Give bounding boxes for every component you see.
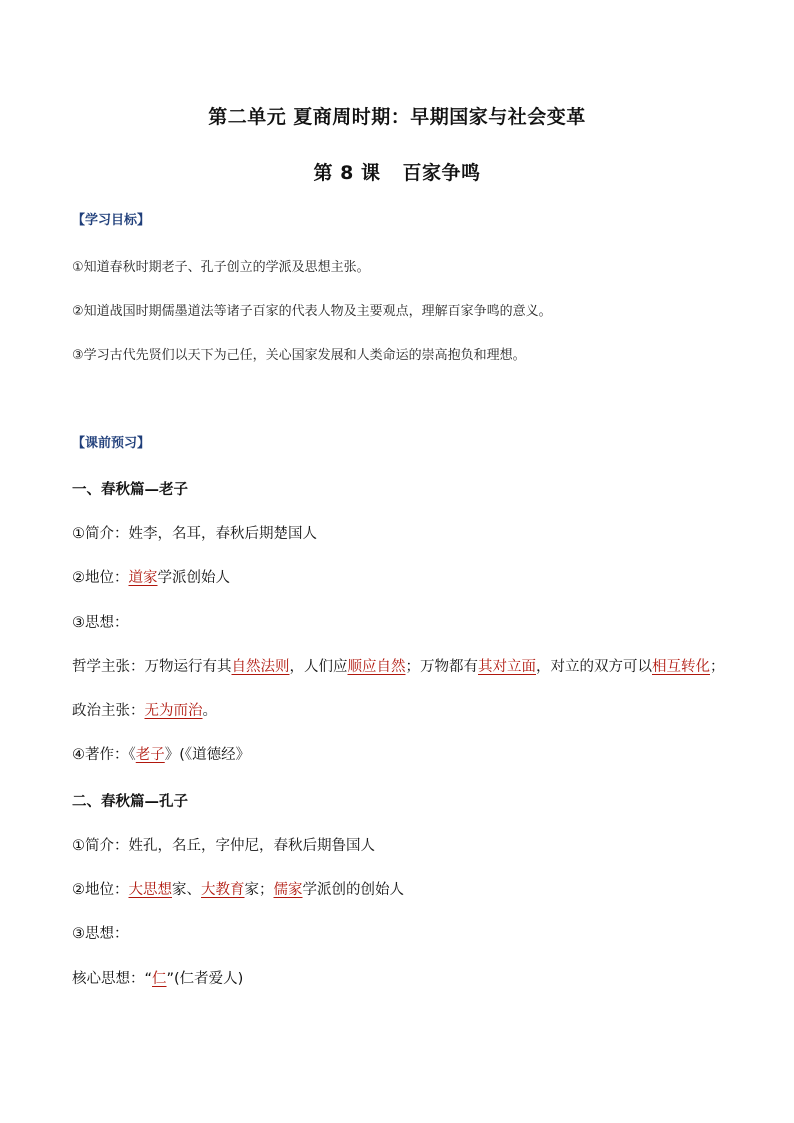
fill-blank-answer: 顺应自然 <box>347 659 406 675</box>
laozi-thought-label: ③思想： <box>72 615 129 631</box>
body-text: ，对立的双方可以 <box>536 659 652 675</box>
fill-blank-answer: 大思想 <box>128 882 172 898</box>
fill-blank-answer: 儒家 <box>273 882 303 898</box>
section-heading-confucius: 二、春秋篇—孔子 <box>72 794 188 810</box>
laozi-politics <box>72 702 217 720</box>
confucius-thought-label: ③思想： <box>72 926 129 942</box>
body-text: ②地位： <box>72 882 129 898</box>
laozi-intro: ①简介：姓李，名耳，春秋后期楚国人 <box>72 526 317 542</box>
fill-blank-answer: 老子 <box>135 747 165 763</box>
objective-item: ②知道战国时期儒墨道法等诸子百家的代表人物及主要观点，理解百家争鸣的意义。 <box>72 304 552 319</box>
body-text: 》(《道德经》 <box>164 747 251 763</box>
unit-title: 第二单元 夏商周时期：早期国家与社会变革 <box>208 106 586 128</box>
body-text: 。 <box>202 703 217 719</box>
fill-blank-answer: 其对立面 <box>478 659 536 675</box>
body-text: 家； <box>244 882 274 898</box>
fill-blank-answer: 无为而治 <box>144 703 203 719</box>
body-text: 学派创的创始人 <box>302 882 404 898</box>
fill-blank-answer: 道家 <box>128 570 158 586</box>
confucius-core-thought <box>72 970 243 988</box>
section-heading-laozi: 一、春秋篇—老子 <box>72 482 188 498</box>
body-text: 核心思想：“ <box>72 971 153 987</box>
body-text: ”(仁者爱人) <box>166 971 244 987</box>
body-text: ④著作：《 <box>72 747 136 763</box>
objective-item: ③学习古代先贤们以天下为己任，关心国家发展和人类命运的崇高抱负和理想。 <box>72 348 526 363</box>
laozi-philosophy <box>72 658 725 676</box>
fill-blank-answer: 大教育 <box>201 882 245 898</box>
confucius-intro: ①简介：姓孔，名丘，字仲尼，春秋后期鲁国人 <box>72 838 375 854</box>
body-text: ，人们应 <box>289 659 348 675</box>
body-text: 政治主张： <box>72 703 145 719</box>
confucius-status <box>72 881 404 899</box>
label-text: ②地位： <box>72 570 129 586</box>
lesson-title <box>0 158 794 185</box>
body-text: 学派创始人 <box>157 570 230 586</box>
preview-tag: 【课前预习】 <box>72 436 151 451</box>
fill-blank-answer: 相互转化 <box>652 659 710 675</box>
fill-blank-answer: 自然法则 <box>231 659 290 675</box>
fill-blank-answer: 仁 <box>152 971 167 987</box>
objectives-tag: 【学习目标】 <box>72 213 151 228</box>
laozi-status <box>72 569 230 587</box>
body-text: ； <box>710 659 725 675</box>
body-text: ；万物都有 <box>405 659 478 675</box>
lesson-number: 第 8 课 <box>313 162 381 184</box>
laozi-works <box>72 746 250 764</box>
body-text: 家、 <box>172 882 201 898</box>
body-text: 哲学主张：万物运行有其 <box>72 659 232 675</box>
objective-item: ①知道春秋时期老子、孔子创立的学派及思想主张。 <box>72 260 370 275</box>
lesson-name: 百家争鸣 <box>402 162 481 184</box>
